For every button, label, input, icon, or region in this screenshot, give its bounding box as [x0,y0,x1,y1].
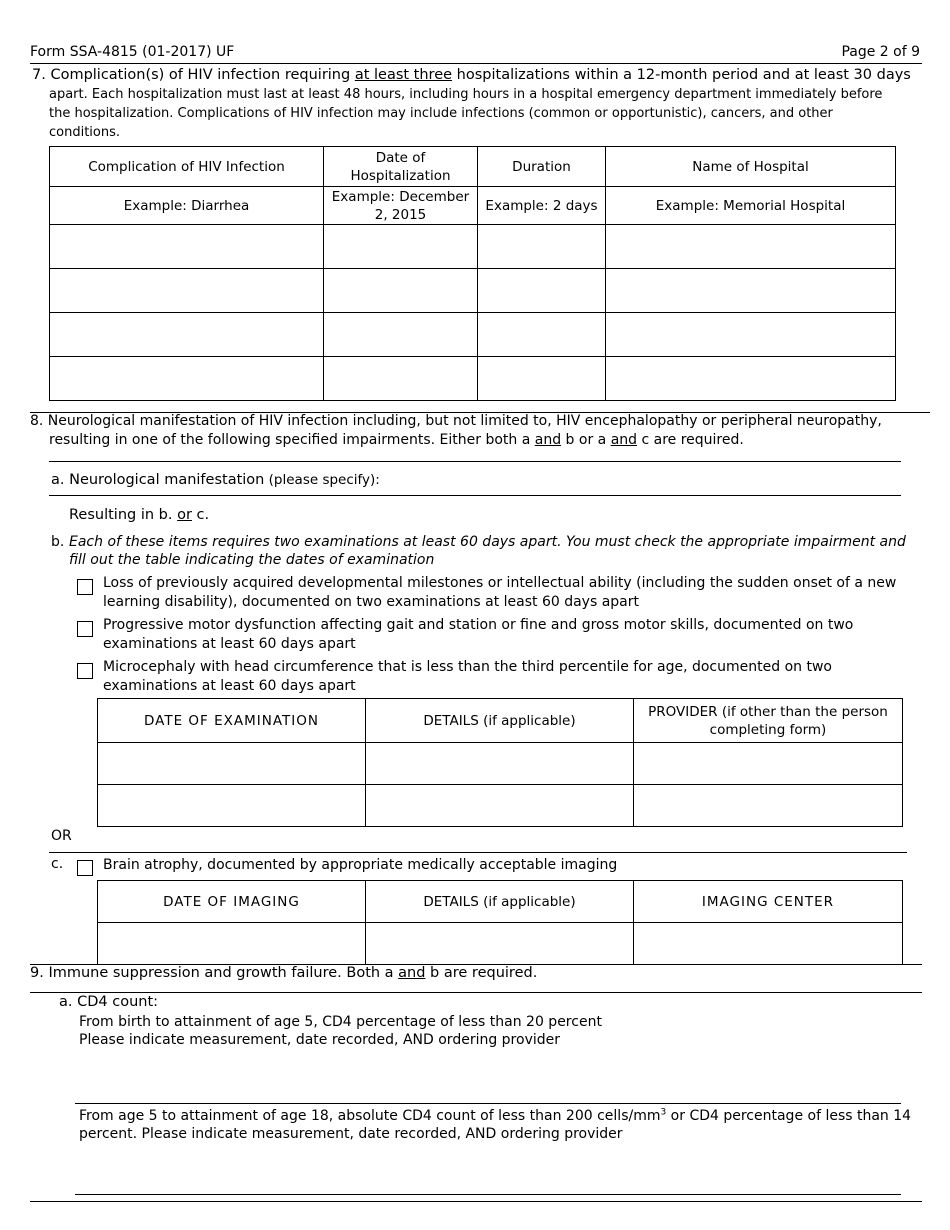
complication-cell[interactable] [50,269,324,313]
neuro-manifestation-label: a. Neurological manifestation (please specify): [51,472,380,488]
page-bottom-rule [30,1201,922,1202]
col-date-hospitalization: Date of Hospitalization [324,147,478,187]
check-item-2-line1: Progressive motor dysfunction affecting gait and station or fine and gross motor skills, documented on two [103,617,854,633]
table-row [50,269,896,313]
exam-date-cell[interactable] [98,785,366,827]
item-c-rule [49,852,907,853]
hospital-cell[interactable] [606,357,896,401]
col-date-imaging: DATE OF IMAGING [98,881,366,923]
date-cell[interactable] [324,269,478,313]
form-id: Form SSA-4815 (01-2017) UF [30,44,235,60]
imaging-table [97,880,903,965]
hospital-cell[interactable] [606,269,896,313]
complication-cell[interactable] [50,225,324,269]
hospital-cell[interactable] [606,313,896,357]
section-9-title: 9. Immune suppression and growth failure. Both a and b are required. [30,965,538,981]
check-item-1-line1: Loss of previously acquired developmental milestones or intellectual ability (including the sudden onset of a new [103,575,897,591]
section-7-line2: apart. Each hospitalization must last at least 48 hours, including hours in a hospital emergency department immediately before [49,87,883,102]
example-complication: Example: Diarrhea [50,187,324,225]
table-row [50,225,896,269]
col-duration: Duration [478,147,606,187]
cd4-5to18-input-line[interactable] [75,1194,901,1195]
table-row [98,743,903,785]
exam-provider-cell[interactable] [634,743,903,785]
check-item-1-line2: learning disability), documented on two examinations at least 60 days apart [103,594,639,610]
duration-cell[interactable] [478,269,606,313]
table-row [50,313,896,357]
exam-header-row [98,699,903,743]
exam-details-cell[interactable] [366,743,634,785]
exam-date-cell[interactable] [98,743,366,785]
date-cell[interactable] [324,225,478,269]
section-8-line2: resulting in one of the following specified impairments. Either both a and b or a and c are required. [49,432,744,448]
item-b-instruction-1: Each of these items requires two examinations at least 60 days apart. You must check the appropriate impairment and [69,534,906,550]
duration-cell[interactable] [478,225,606,269]
checkbox-developmental-loss[interactable] [77,579,93,595]
imaging-date-cell[interactable] [98,923,366,965]
imaging-center-cell[interactable] [634,923,903,965]
col-exam-details: DETAILS (if applicable) [366,699,634,743]
table-header-row [50,147,896,187]
section-7-line4: conditions. [49,125,121,140]
cd4-under5-input-line[interactable] [75,1103,901,1104]
col-date-examination: DATE OF EXAMINATION [98,699,366,743]
complication-cell[interactable] [50,313,324,357]
col-imaging-center: IMAGING CENTER [634,881,903,923]
example-duration: Example: 2 days [478,187,606,225]
table-row [50,357,896,401]
imaging-header-row [98,881,903,923]
cd4-5to18-line2: percent. Please indicate measurement, date recorded, AND ordering provider [79,1126,623,1142]
exam-details-cell[interactable] [366,785,634,827]
section-9-rule [30,992,922,993]
table-row [98,923,903,965]
example-hospital: Example: Memorial Hospital [606,187,896,225]
examination-table [97,698,903,827]
cd4-count-label: a. CD4 count: [59,994,159,1010]
checkbox-motor-dysfunction[interactable] [77,621,93,637]
check-item-2-line2: examinations at least 60 days apart [103,636,356,652]
item-c-label: c. [51,856,64,872]
item-b-label: b. [51,534,65,550]
section-7-title: 7. Complication(s) of HIV infection requiring at least three hospitalizations within a 12-month period and at least 30 days [32,67,911,83]
section-7-line3: the hospitalization. Complications of HIV infection may include infections (common or opportunistic), cancers, and other [49,106,833,121]
header-rule [30,63,922,64]
date-cell[interactable] [324,313,478,357]
col-complication: Complication of HIV Infection [50,147,324,187]
col-provider: PROVIDER (if other than the person completing form) [634,699,903,743]
check-item-3-line1: Microcephaly with head circumference that is less than the third percentile for age, documented on two [103,659,832,675]
brain-atrophy-text: Brain atrophy, documented by appropriate medically acceptable imaging [103,857,618,873]
table-example-row [50,187,896,225]
section-8a-top-rule [49,461,901,462]
duration-cell[interactable] [478,313,606,357]
neuro-manifestation-input-line[interactable] [49,495,901,496]
exam-provider-cell[interactable] [634,785,903,827]
example-date: Example: December 2, 2015 [324,187,478,225]
cd4-5to18-line1: From age 5 to attainment of age 18, absolute CD4 count of less than 200 cells/$mm^3$ or CD4 percentage of less than 14 [79,1107,912,1124]
table-row [98,785,903,827]
cd4-under5-line2: Please indicate measurement, date recorded, AND ordering provider [79,1032,561,1048]
page-number: Page 2 of 9 [841,44,920,60]
resulting-in-text: Resulting in b. or c. [69,507,210,523]
item-b-instruction-2: fill out the table indicating the dates of examination [69,552,435,568]
cd4-under5-line1: From birth to attainment of age 5, CD4 percentage of less than 20 percent [79,1014,602,1030]
checkbox-microcephaly[interactable] [77,663,93,679]
col-hospital-name: Name of Hospital [606,147,896,187]
check-item-3-line2: examinations at least 60 days apart [103,678,356,694]
hospital-cell[interactable] [606,225,896,269]
or-label: OR [51,828,72,844]
complication-cell[interactable] [50,357,324,401]
date-cell[interactable] [324,357,478,401]
hospitalization-table [49,146,896,401]
section-8-title: 8. Neurological manifestation of HIV infection including, but not limited to, HIV encephalopathy or peripheral neuropathy, [30,413,882,429]
col-imaging-details: DETAILS (if applicable) [366,881,634,923]
checkbox-brain-atrophy[interactable] [77,860,93,876]
imaging-details-cell[interactable] [366,923,634,965]
duration-cell[interactable] [478,357,606,401]
